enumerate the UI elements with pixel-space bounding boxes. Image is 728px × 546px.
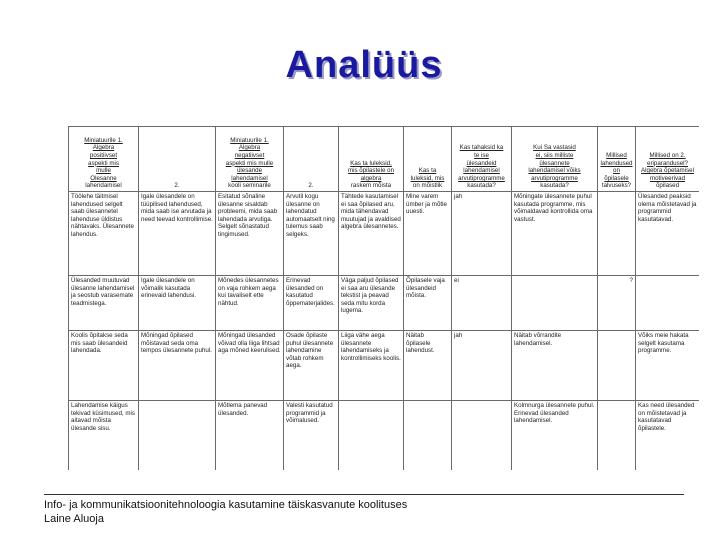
table-cell: Igale ülesandele on võimalik kasutada erinevaid lahendusi. bbox=[139, 276, 216, 331]
table-cell: Näitab võrrandite lahendamisel. bbox=[512, 331, 598, 401]
column-header bbox=[636, 127, 700, 192]
table-cell: Valesti kasutatud programmid ja võimalused. bbox=[284, 401, 339, 471]
table-cell: Võiks meie hakata selgelt kasutama programme. bbox=[636, 331, 700, 401]
table-cell bbox=[598, 401, 636, 471]
table-cell: Esitatud sõnaline ülesanne sisaldab probleemi, mida saab lahendada arvutiga. Selgelt sõnastatud tingimused. bbox=[216, 192, 284, 276]
table-cell: Liiga vähe aega ülesannete lahendamiseks ja kontrollimiseks koolis. bbox=[339, 331, 404, 401]
column-header bbox=[452, 127, 512, 192]
table-cell: Mõningad ülesanded võivad olla liiga lihtsad aga mõned keerulised. bbox=[216, 331, 284, 401]
column-header-line: Kas ta luleksid, bbox=[350, 159, 392, 167]
column-header-line: Olesanne bbox=[90, 174, 117, 182]
column-header-line: lahendused bbox=[600, 159, 633, 167]
column-header bbox=[216, 127, 284, 192]
table-cell: Ülesanded peaksid olema mõistetavad ja programmid kasutatavad. bbox=[636, 192, 700, 276]
column-header-line: ülesandeid bbox=[466, 159, 497, 167]
column-header-line: arvutiprogramme bbox=[458, 174, 505, 182]
column-header-line: ei, siis milliste bbox=[535, 152, 574, 160]
column-header-line: lahendamisel bbox=[463, 167, 500, 175]
column-header-line: lahendamisel bbox=[85, 182, 122, 190]
table-cell: Erinevad ülesanded on kasutatud õppematerjalides. bbox=[284, 276, 339, 331]
table-row bbox=[69, 276, 700, 331]
column-header bbox=[512, 127, 598, 192]
column-header-line: ülesande bbox=[236, 167, 263, 175]
table-row bbox=[69, 331, 700, 401]
slide-title: Analüüs bbox=[285, 44, 443, 86]
footer bbox=[44, 498, 704, 526]
column-header-line: õpilased bbox=[655, 182, 680, 190]
column-header bbox=[69, 127, 139, 192]
table-row bbox=[69, 192, 700, 276]
table-cell: Mine varem ümber ja mõtle uuesti. bbox=[404, 192, 452, 276]
footer-course-title: Info- ja kommunikatsioonitehnoloogia kasutamine täiskasvanute koolituses bbox=[44, 499, 408, 511]
table-cell: Koolis õpitakse seda mis saab ülesandeid lahendada. bbox=[69, 331, 139, 401]
column-header-line: kooli seminarile bbox=[228, 182, 271, 190]
footer-author: Laine Aluoja bbox=[44, 513, 104, 525]
table-cell bbox=[452, 401, 512, 471]
column-header-line: eriparandusel? bbox=[647, 159, 688, 167]
table-cell: Lahendamise käigus tekivad küsimused, mis aitavad mõista ülesande sisu. bbox=[69, 401, 139, 471]
table-cell bbox=[339, 401, 404, 471]
table-header-row bbox=[69, 127, 700, 192]
table-cell bbox=[139, 401, 216, 471]
column-header-line: kasutada? bbox=[540, 182, 569, 190]
column-header-line: talvuseks? bbox=[601, 182, 632, 190]
column-header-line: positiivset bbox=[89, 152, 118, 160]
table-cell bbox=[598, 192, 636, 276]
table-cell: Õpilasele vaja ülesandeid mõista. bbox=[404, 276, 452, 331]
analysis-table bbox=[68, 126, 699, 470]
table-cell: ? bbox=[598, 276, 636, 331]
table-cell: Mõnedes ülesannetes on vaja rohkem aega kui tavaliselt ette nähtud. bbox=[216, 276, 284, 331]
column-header-line: aspekti mis mulle bbox=[225, 159, 274, 167]
table-cell: Mõningate ülesannete puhul kasutada programme, mis võimaldavad kontrollida oma vastust. bbox=[512, 192, 598, 276]
table-cell: Osade õpilaste puhul ülesannete lahendamine võtab rohkem aega. bbox=[284, 331, 339, 401]
column-header-line: lahendamisel bbox=[231, 174, 268, 182]
table-cell: Mõtlema panevad ülesanded. bbox=[216, 401, 284, 471]
footer-divider bbox=[44, 494, 684, 495]
table-cell: ei bbox=[452, 276, 512, 331]
column-header-line: lahendamisel võiks bbox=[528, 167, 581, 175]
table-cell: jah bbox=[452, 331, 512, 401]
column-header-line: Kui Sa vastasid bbox=[533, 144, 576, 152]
column-header-line: Kas ta bbox=[418, 167, 437, 175]
table-cell: Näitab õpilasele lahendust. bbox=[404, 331, 452, 401]
column-header-line: Kas tahaksid ka bbox=[459, 144, 504, 152]
analysis-table-container bbox=[68, 126, 699, 470]
column-header bbox=[139, 127, 216, 192]
column-header-line: arvutiprogramme bbox=[531, 174, 578, 182]
table-cell: Väga paljud õpilased ei saa aru ülesande tekstist ja peavad seda mitu korda lugema. bbox=[339, 276, 404, 331]
table-cell: Kas need ülesanded on mõistetavad ja kasutatavad õpilastele. bbox=[636, 401, 700, 471]
column-header-line: Algebra õpetamisel bbox=[641, 167, 694, 175]
table-cell bbox=[404, 401, 452, 471]
column-header-line: Algebra bbox=[92, 144, 115, 152]
table-cell bbox=[598, 331, 636, 401]
column-header-line: raskem mõista bbox=[350, 182, 392, 190]
table-cell: Töölehe täitmisel lahendused selgelt saab ülesannetel lahenduse üldistus nähtavaks. Ülesannete lahendus. bbox=[69, 192, 139, 276]
table-cell: Tähtede kasutamisel ei saa õpilased aru, mida tähendavad muutujad ja avaldised algebra ülesannetes. bbox=[339, 192, 404, 276]
table-cell: Igale ülesandele on tüüpilised lahendused, mida saab ise arvutada ja need teevad kontrollimise. bbox=[139, 192, 216, 276]
table-cell bbox=[636, 276, 700, 331]
column-header bbox=[284, 127, 339, 192]
column-header-line: Millised bbox=[606, 152, 627, 160]
column-header-line: mis õpilastele on bbox=[347, 167, 395, 175]
column-header bbox=[339, 127, 404, 192]
table-cell: jah bbox=[452, 192, 512, 276]
column-header-line: luleksid, mis bbox=[410, 174, 445, 182]
column-header-line: kasutada? bbox=[467, 182, 496, 190]
column-header-line: algebra bbox=[360, 174, 382, 182]
table-cell: Kolmnurga ülesannete puhul. Erinevad ülesanded lahendamisel. bbox=[512, 401, 598, 471]
column-header-line: 2. bbox=[174, 182, 180, 190]
column-header-line: Millised on 2. bbox=[649, 152, 686, 160]
column-header-line: negatiivset bbox=[234, 152, 265, 160]
column-header bbox=[598, 127, 636, 192]
column-header-line: 2. bbox=[308, 182, 314, 190]
table-cell: Mõningad õpilased mõistavad seda oma tempos ülesannete puhul. bbox=[139, 331, 216, 401]
column-header-line: on õpilasele bbox=[604, 167, 629, 182]
column-header-line: aspekti mis bbox=[88, 159, 119, 167]
column-header-line: te ise bbox=[474, 152, 489, 160]
column-header-line: Algebra bbox=[238, 144, 261, 152]
column-header-line: on mõistlik bbox=[412, 182, 443, 190]
table-row bbox=[69, 401, 700, 471]
table-cell bbox=[512, 276, 598, 331]
table-cell: Arvutil kogu ülesanne on lahendatud automaatselt ning tulemus saab selgeks. bbox=[284, 192, 339, 276]
table-cell: Ülesanded muutuvad ülesanne lahendamisel ja seostub varasemate teadmistega. bbox=[69, 276, 139, 331]
column-header bbox=[404, 127, 452, 192]
column-header-line: motiveerivad bbox=[649, 174, 686, 182]
column-header-line: mulle bbox=[96, 167, 111, 175]
column-header-line: ülesannete bbox=[539, 159, 570, 167]
column-header-line: Miniatuurile 1. bbox=[84, 136, 123, 144]
column-header-line: Miniatuurile 1. bbox=[230, 136, 269, 144]
